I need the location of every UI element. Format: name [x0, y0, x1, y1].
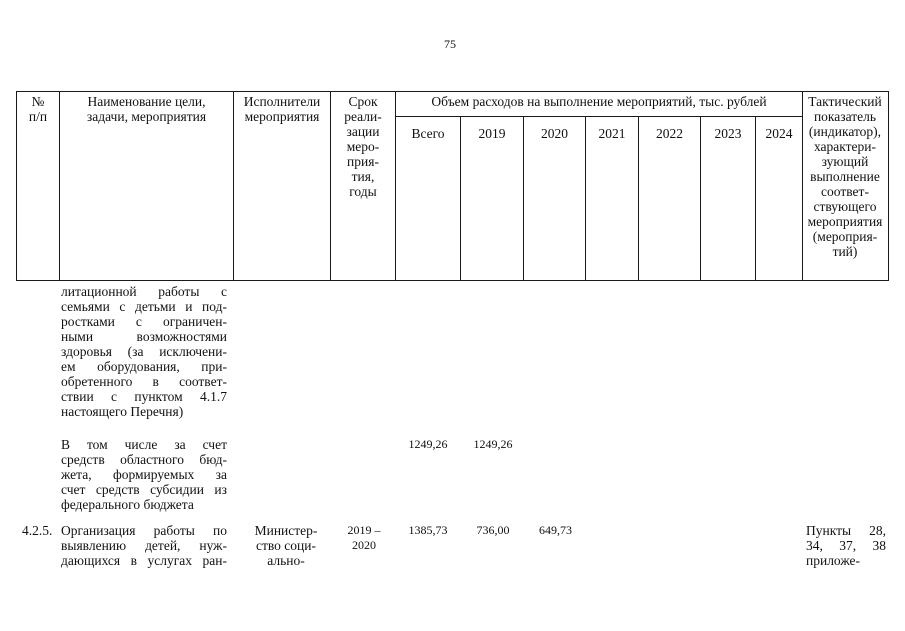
- header-top-border: [16, 91, 889, 92]
- header-bottom-border: [16, 280, 889, 281]
- row-item-number: 4.2.5.: [22, 523, 53, 538]
- header-year-2024: 2024: [765, 126, 793, 141]
- row-item-total: 1385,73: [408, 523, 448, 537]
- row-item-name: Организация работы по выявлению детей, нуж- дающихся в услугах ран-: [61, 523, 227, 568]
- table-header: [16, 91, 889, 281]
- header-year-2020: 2020: [541, 126, 568, 141]
- header-name-column: Наименование цели, задачи, мероприятия: [86, 94, 207, 124]
- page-number: 75: [444, 37, 456, 51]
- col-divider: [395, 91, 396, 281]
- header-year-2019: 2019: [478, 126, 506, 141]
- header-total: Всего: [411, 126, 445, 141]
- row-item-term: 2019 – 2020: [347, 523, 381, 552]
- row-item-indicator: Пункты 28, 34, 37, 38 приложе-: [806, 523, 886, 568]
- header-year-2023: 2023: [714, 126, 742, 141]
- header-costs-title: Объем расходов на выполнение мероприятий, тыс. рублей: [431, 94, 767, 109]
- header-year-2022: 2022: [656, 126, 683, 141]
- row-funding-2019: 1249,26: [473, 437, 513, 451]
- header-year-2021: 2021: [598, 126, 626, 141]
- header-number-column: № п/п: [28, 94, 48, 124]
- row-item-executor: Министер- ство соци- ально-: [254, 523, 318, 568]
- row-funding-source-name: В том числе за счет средств областного бюд- жета, формируемых за счет средств субсидии из федерального бюджета: [61, 437, 227, 512]
- header-term-column: Срок реали- зации меро- прия- тия, годы: [344, 94, 382, 199]
- row-item-2019: 736,00: [476, 523, 510, 537]
- header-executors-column: Исполнители мероприятия: [243, 94, 321, 124]
- header-indicator-column: Тактический показатель (индикатор), характери- зующий выполнение соответ- ствующего мероприятия (мероприя- тий): [807, 94, 883, 259]
- costs-subheader-line: [395, 116, 802, 117]
- row-item-2020: 649,73: [539, 523, 572, 537]
- row-continuation-name: литационной работы с семьями с детьми и под- ростками с ограничен- ными возможностями здоровья (за исключени- ем оборудования, при- обретенного в соответ- ствии с пунктом 4.1.7 настоящего Перечня): [61, 284, 227, 419]
- row-funding-total: 1249,26: [408, 437, 448, 451]
